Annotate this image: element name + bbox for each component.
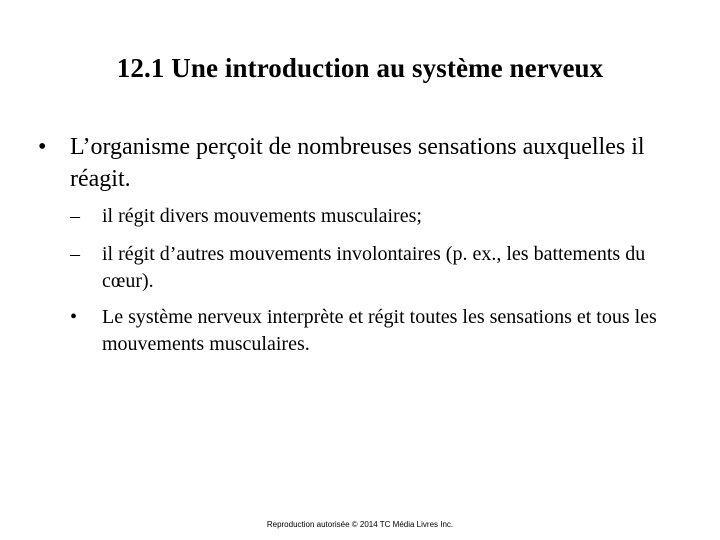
main-bullet-text: L’organisme perçoit de nombreuses sensations auxquelles il réagit.	[70, 134, 645, 192]
bullet-marker: •	[38, 134, 47, 160]
sub-bullet-text: Le système nerveux interprète et régit toutes les sensations et tous les mouvements musculaires.	[102, 306, 657, 355]
sub-item-1	[70, 203, 670, 230]
footer-copyright: Reproduction autorisée © 2014 TC Média Livres Inc.	[266, 520, 454, 529]
slide-title: 12.1 Une introduction au système nerveux	[116, 53, 604, 83]
dash-marker: –	[70, 205, 80, 227]
sub-item-text: il régit d’autres mouvements involontaires (p. ex., les battements du cœur).	[102, 243, 646, 292]
sub-bullet	[70, 304, 670, 358]
sub-item-2	[70, 241, 670, 295]
main-bullet	[38, 131, 678, 195]
bullet-marker: •	[70, 306, 78, 328]
sub-item-text: il régit divers mouvements musculaires;	[102, 205, 422, 227]
dash-marker: –	[70, 243, 80, 265]
